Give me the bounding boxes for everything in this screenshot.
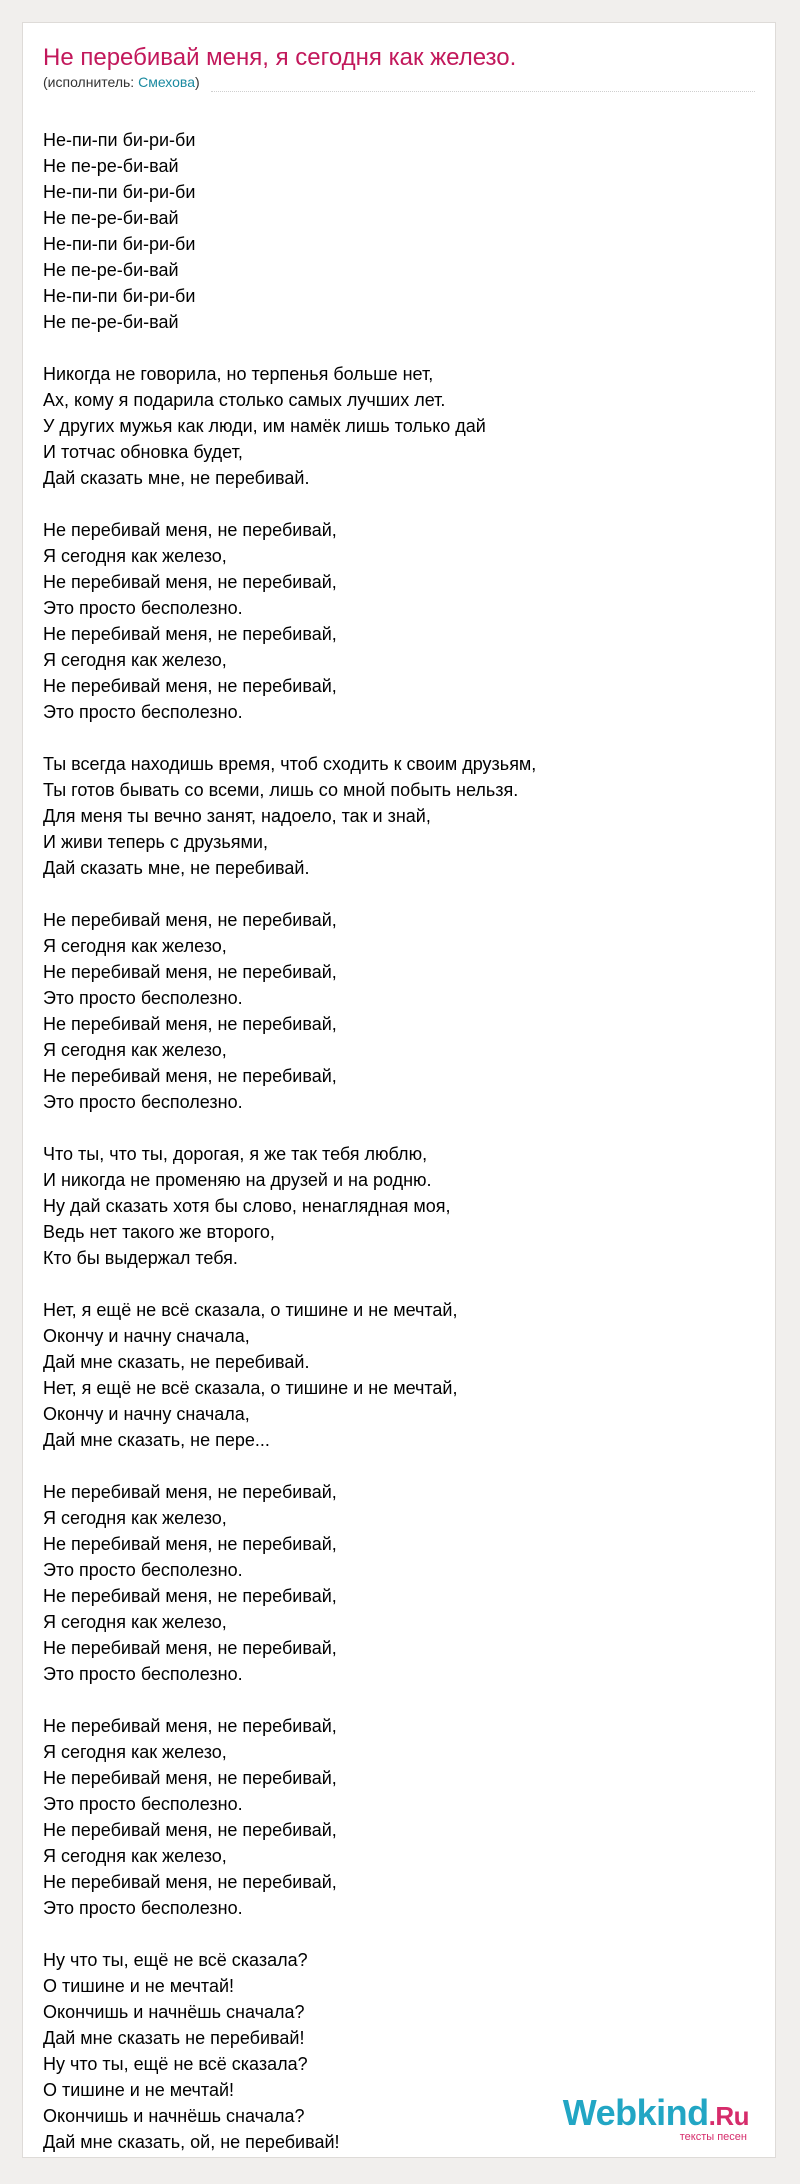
lyrics-line: Ты всегда находишь время, чтоб сходить к своим друзьям, — [43, 754, 537, 774]
divider — [211, 91, 755, 92]
lyrics-line: Дай мне сказать, не перебивай. — [43, 1352, 310, 1372]
lyrics-line: Никогда не говорила, но терпенья больше нет, — [43, 364, 434, 384]
logo-name: Webkind — [562, 2092, 709, 2133]
lyrics-line: Окончу и начну сначала, — [43, 1326, 250, 1346]
lyrics-line: Дай сказать мне, не перебивай. — [43, 468, 310, 488]
lyrics-line: Не перебивай меня, не перебивай, — [43, 910, 337, 930]
lyrics-line: Я сегодня как железо, — [43, 1846, 227, 1866]
lyrics-line: Я сегодня как железо, — [43, 546, 227, 566]
lyrics-line: Дай мне сказать, ой, не перебивай! — [43, 2132, 340, 2152]
lyrics-line: Для меня ты вечно занят, надоело, так и знай, — [43, 806, 431, 826]
lyrics-line: Не перебивай меня, не перебивай, — [43, 1066, 337, 1086]
artist-prefix: (исполнитель: — [43, 74, 139, 90]
lyrics-stanza — [43, 127, 536, 335]
lyrics-line: Я сегодня как железо, — [43, 1742, 227, 1762]
logo-tagline: тексты песен — [679, 2131, 747, 2143]
lyrics-line: Не перебивай меня, не перебивай, — [43, 1872, 337, 1892]
lyrics-line: И никогда не променяю на друзей и на родню. — [43, 1170, 432, 1190]
lyrics-line: И тотчас обновка будет, — [43, 442, 243, 462]
lyrics-line: Не-пи-пи би-ри-би — [43, 286, 196, 306]
lyrics-line: Это просто бесполезно. — [43, 1092, 243, 1112]
lyrics-line: И живи теперь с друзьями, — [43, 832, 268, 852]
lyrics-line: Ну дай сказать хотя бы слово, ненаглядная моя, — [43, 1196, 451, 1216]
lyrics-line: Не пе-ре-би-вай — [43, 260, 179, 280]
lyrics-line: Не перебивай меня, не перебивай, — [43, 1638, 337, 1658]
lyrics-line: Не перебивай меня, не перебивай, — [43, 1768, 337, 1788]
lyrics-line: Не перебивай меня, не перебивай, — [43, 1534, 337, 1554]
artist-suffix: ) — [195, 74, 200, 90]
lyrics-stanza — [43, 1141, 536, 1271]
lyrics-stanza — [43, 907, 536, 1115]
lyrics-line: Не перебивай меня, не перебивай, — [43, 624, 337, 644]
lyrics-line: Дай мне сказать, не пере... — [43, 1430, 270, 1450]
lyrics-line: Это просто бесполезно. — [43, 988, 243, 1008]
lyrics-line: Ну что ты, ещё не всё сказала? — [43, 1950, 308, 1970]
lyrics-line: Не перебивай меня, не перебивай, — [43, 962, 337, 982]
lyrics-line: Я сегодня как железо, — [43, 936, 227, 956]
lyrics-line: Я сегодня как железо, — [43, 1612, 227, 1632]
lyrics-line: Я сегодня как железо, — [43, 650, 227, 670]
lyrics-line: Я сегодня как железо, — [43, 1040, 227, 1060]
lyrics-line: Это просто бесполезно. — [43, 702, 243, 722]
lyrics-line: Не-пи-пи би-ри-би — [43, 130, 196, 150]
lyrics-line: Не перебивай меня, не перебивай, — [43, 572, 337, 592]
lyrics-line: Ведь нет такого же второго, — [43, 1222, 275, 1242]
lyrics-stanza — [43, 361, 536, 491]
lyrics-line: О тишине и не мечтай! — [43, 2080, 235, 2100]
lyrics-stanza — [43, 751, 536, 881]
lyrics-stanza — [43, 1479, 536, 1687]
lyrics-line: О тишине и не мечтай! — [43, 1976, 235, 1996]
lyrics-line: Это просто бесполезно. — [43, 598, 243, 618]
lyrics-stanza — [43, 1947, 536, 2155]
lyrics-line: Не-пи-пи би-ри-би — [43, 182, 196, 202]
lyrics-line: Ты готов бывать со всеми, лишь со мной побыть нельзя. — [43, 780, 519, 800]
lyrics-card — [22, 22, 776, 2158]
lyrics-text — [43, 127, 536, 2181]
lyrics-line: Это просто бесполезно. — [43, 1898, 243, 1918]
lyrics-line: Я сегодня как железо, — [43, 1508, 227, 1528]
site-logo[interactable] — [563, 2094, 749, 2143]
lyrics-stanza — [43, 1713, 536, 1921]
lyrics-line: Не пе-ре-би-вай — [43, 312, 179, 332]
lyrics-line: Не перебивай меня, не перебивай, — [43, 676, 337, 696]
lyrics-line: Что ты, что ты, дорогая, я же так тебя люблю, — [43, 1144, 428, 1164]
lyrics-line: Не пе-ре-би-вай — [43, 156, 179, 176]
lyrics-stanza — [43, 517, 536, 725]
artist-line — [43, 73, 200, 91]
lyrics-line: Дай сказать мне, не перебивай. — [43, 858, 310, 878]
lyrics-line: Не перебивай меня, не перебивай, — [43, 1482, 337, 1502]
logo-domain: .Ru — [708, 2101, 749, 2131]
lyrics-line: Нет, я ещё не всё сказала, о тишине и не мечтай, — [43, 1378, 458, 1398]
lyrics-line: Не пе-ре-би-вай — [43, 208, 179, 228]
lyrics-line: Не перебивай меня, не перебивай, — [43, 1716, 337, 1736]
lyrics-line: Не перебивай меня, не перебивай, — [43, 1586, 337, 1606]
lyrics-line: Окончишь и начнёшь сначала? — [43, 2002, 305, 2022]
artist-link[interactable]: Смехова — [138, 74, 196, 90]
lyrics-line: Ну что ты, ещё не всё сказала? — [43, 2054, 308, 2074]
lyrics-line: Не-пи-пи би-ри-би — [43, 234, 196, 254]
lyrics-line: У других мужья как люди, им намёк лишь только дай — [43, 416, 486, 436]
lyrics-line: Окончу и начну сначала, — [43, 1404, 250, 1424]
lyrics-line: Окончишь и начнёшь сначала? — [43, 2106, 305, 2126]
lyrics-line: Это просто бесполезно. — [43, 1560, 243, 1580]
song-title: Не перебивай меня, я сегодня как железо. — [43, 44, 517, 71]
lyrics-line: Это просто бесполезно. — [43, 1664, 243, 1684]
lyrics-line: Это просто бесполезно. — [43, 1794, 243, 1814]
lyrics-line: Кто бы выдержал тебя. — [43, 1248, 238, 1268]
lyrics-line: Нет, я ещё не всё сказала, о тишине и не мечтай, — [43, 1300, 458, 1320]
lyrics-stanza — [43, 1297, 536, 1453]
lyrics-line: Не перебивай меня, не перебивай, — [43, 520, 337, 540]
lyrics-line: Не перебивай меня, не перебивай, — [43, 1820, 337, 1840]
lyrics-line: Ах, кому я подарила столько самых лучших лет. — [43, 390, 446, 410]
lyrics-line: Не перебивай меня, не перебивай, — [43, 1014, 337, 1034]
lyrics-line: Дай мне сказать не перебивай! — [43, 2028, 305, 2048]
